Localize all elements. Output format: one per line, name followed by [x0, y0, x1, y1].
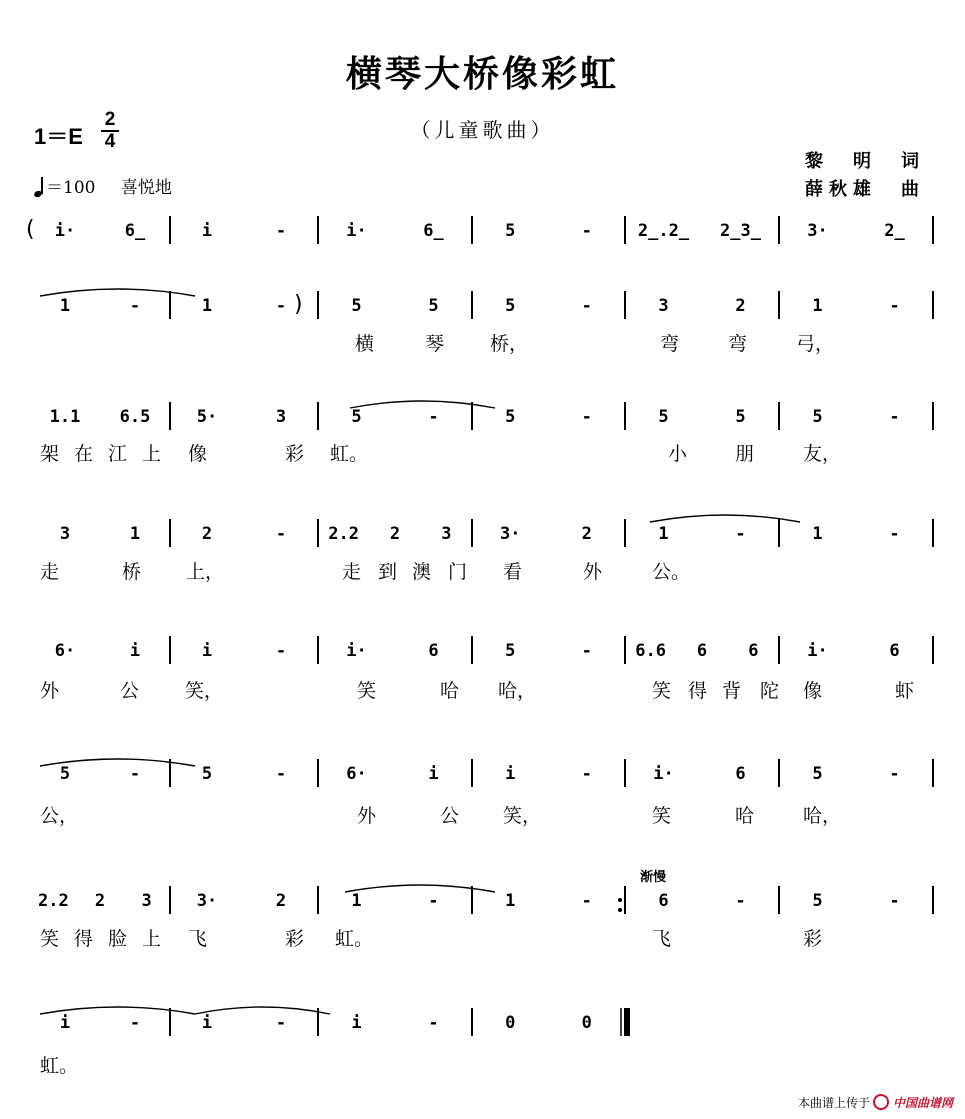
- note: 1: [505, 891, 516, 911]
- note: 6.5: [119, 407, 151, 427]
- lyric: 看: [503, 561, 523, 583]
- note: -: [581, 407, 592, 427]
- lyric: 笑: [357, 680, 377, 702]
- note: 6.6: [635, 641, 667, 661]
- note: -: [428, 891, 439, 911]
- note: -: [275, 764, 287, 784]
- lyric: 江: [108, 443, 128, 465]
- note: 0: [581, 1013, 592, 1033]
- lyric: 弯: [728, 333, 748, 355]
- lyric: 到: [378, 561, 398, 583]
- repeat-dot: [618, 898, 622, 902]
- note: 3: [441, 524, 452, 544]
- repeat-dot: [618, 908, 622, 912]
- lyric: 外: [357, 805, 377, 827]
- note: i·: [346, 221, 367, 241]
- lyric: 公。: [652, 561, 691, 583]
- note: 2: [735, 296, 746, 316]
- note: 5·: [196, 407, 218, 427]
- composer: 薛秋雄 曲: [805, 179, 925, 200]
- lyric: 虹。: [40, 1055, 79, 1077]
- note: i: [59, 1013, 71, 1033]
- note: 3: [658, 296, 669, 316]
- note: i·: [653, 764, 674, 784]
- lyric: 虾: [895, 680, 915, 702]
- note: 2: [389, 524, 401, 544]
- note: -: [735, 524, 746, 544]
- lyric: 公: [120, 680, 140, 702]
- lyric: 陀: [760, 680, 780, 702]
- note: -: [581, 221, 592, 241]
- lyric: 彩: [285, 928, 305, 950]
- note: -: [581, 891, 592, 911]
- note: -: [275, 296, 287, 316]
- lyric: 澳: [412, 561, 432, 583]
- note: 3: [275, 407, 287, 427]
- lyric: 公，: [40, 805, 79, 827]
- lyric: 哈，: [498, 680, 537, 702]
- note: 5: [658, 407, 669, 427]
- note: 3·: [196, 891, 218, 911]
- note: i: [505, 764, 516, 784]
- note: 5: [812, 407, 823, 427]
- note: 0: [505, 1013, 516, 1033]
- lyric: 架: [40, 443, 60, 465]
- song-title: 横琴大桥像彩虹: [345, 54, 619, 95]
- note: 6: [748, 641, 759, 661]
- key-signature: 1＝E: [34, 124, 83, 149]
- lyric: 公: [440, 805, 460, 827]
- note: 3: [141, 891, 152, 911]
- note: 1.1: [49, 407, 81, 427]
- lyric: 笑，: [185, 680, 224, 702]
- note: 2: [581, 524, 592, 544]
- note: 2: [94, 891, 106, 911]
- intro-open-paren: (: [26, 217, 35, 242]
- lyric: 横: [355, 333, 375, 355]
- time-denominator: 4: [104, 131, 116, 152]
- note: i·: [807, 641, 828, 661]
- tie: [350, 401, 495, 408]
- lyric: 笑: [40, 928, 60, 950]
- note: 3: [59, 524, 71, 544]
- lyric: 小: [668, 443, 688, 465]
- note: -: [129, 296, 141, 316]
- note: 5: [505, 221, 516, 241]
- note: 2.2: [328, 524, 360, 544]
- note: i·: [54, 221, 76, 241]
- note: i: [129, 641, 141, 661]
- lyric: 笑: [652, 680, 672, 702]
- note: i·: [346, 641, 367, 661]
- note: 5: [59, 764, 71, 784]
- lyric: 哈: [440, 680, 460, 702]
- note: 1: [59, 296, 71, 316]
- note: 3·: [807, 221, 828, 241]
- note: 6̲: [124, 221, 146, 241]
- lyric: 得: [74, 928, 94, 950]
- tie: [650, 515, 800, 522]
- note: 2̲.2̲: [637, 221, 690, 241]
- note: 1: [351, 891, 362, 911]
- note: -: [889, 407, 900, 427]
- intro-close-paren: ): [294, 292, 303, 317]
- lyricist: 黎 明 词: [805, 151, 925, 172]
- tempo-value: ＝100: [46, 178, 96, 198]
- site-logo-text: 中国曲谱网: [892, 1096, 953, 1110]
- note: i: [351, 1013, 362, 1033]
- note: -: [428, 407, 439, 427]
- note: 6: [696, 641, 708, 661]
- note: -: [129, 1013, 141, 1033]
- expression-marking: 喜悦地: [120, 178, 172, 198]
- note: 5: [812, 764, 823, 784]
- note: 5: [351, 296, 362, 316]
- note: i: [201, 221, 213, 241]
- note: 6: [428, 641, 439, 661]
- lyric: 外: [40, 680, 60, 702]
- note: 3·: [500, 524, 521, 544]
- lyric: 笑，: [503, 805, 542, 827]
- note: 2̲: [884, 221, 905, 241]
- note: 1: [812, 296, 823, 316]
- tie: [195, 1007, 330, 1014]
- lyric: 桥，: [490, 333, 529, 355]
- note: i: [201, 1013, 213, 1033]
- site-logo-icon: [873, 1094, 889, 1110]
- note: i: [428, 764, 439, 784]
- lyric: 虹。: [335, 928, 374, 950]
- footer-credit: [798, 1094, 953, 1111]
- note: 6̲: [423, 221, 444, 241]
- lyric: 背: [722, 680, 742, 702]
- note: -: [889, 891, 900, 911]
- note: 1: [812, 524, 823, 544]
- note: 1: [129, 524, 141, 544]
- note: -: [275, 1013, 287, 1033]
- note: -: [889, 524, 900, 544]
- note: i: [201, 641, 213, 661]
- lyric: 外: [583, 561, 603, 583]
- lyric: 飞: [188, 928, 208, 950]
- note: 2.2: [37, 891, 69, 911]
- lyric: 脸: [108, 928, 128, 950]
- lyric: 走: [342, 561, 362, 583]
- note: 1: [658, 524, 669, 544]
- lyric: 在: [74, 443, 94, 465]
- lyric: 朋: [735, 443, 755, 465]
- note: -: [129, 764, 141, 784]
- note: 6·: [346, 764, 367, 784]
- lyric: 弯: [660, 333, 680, 355]
- tempo-direction: 渐慢: [640, 870, 667, 885]
- lyric: 笑: [652, 805, 672, 827]
- note: -: [275, 524, 287, 544]
- lyric: 哈: [735, 805, 755, 827]
- note: 2̲3̲: [720, 221, 761, 241]
- lyric: 虹。: [330, 443, 369, 465]
- lyric: 走: [40, 561, 60, 583]
- lyric: 弓，: [796, 333, 835, 355]
- lyric: 上: [142, 928, 162, 950]
- note: 1: [201, 296, 213, 316]
- tie: [40, 289, 195, 296]
- note: 5: [505, 641, 516, 661]
- note: 5: [201, 764, 213, 784]
- lyric: 上，: [186, 561, 225, 583]
- note: 6: [658, 891, 669, 911]
- lyric: 琴: [425, 333, 445, 355]
- song-subtitle: （儿童歌曲）: [410, 118, 555, 142]
- time-numerator: 2: [104, 109, 116, 130]
- note: 5: [351, 407, 362, 427]
- footer-text: 本曲谱上传于: [797, 1096, 870, 1110]
- lyric: 像: [188, 443, 208, 465]
- note: 2: [275, 891, 287, 911]
- lyric: 得: [688, 680, 708, 702]
- note: -: [428, 1013, 439, 1033]
- note: 5: [428, 296, 439, 316]
- note: -: [581, 641, 592, 661]
- lyric: 彩: [285, 443, 305, 465]
- note: -: [275, 641, 287, 661]
- lyric: 友，: [803, 443, 842, 465]
- lyric: 像: [803, 680, 823, 702]
- lyric: 门: [448, 561, 468, 583]
- note: -: [275, 221, 287, 241]
- lyric: 桥: [122, 561, 142, 583]
- lyric: 上: [142, 443, 162, 465]
- note: 6: [889, 641, 900, 661]
- note: 5: [505, 407, 516, 427]
- note: -: [889, 296, 900, 316]
- lyric: 彩: [803, 928, 823, 950]
- note: 2: [201, 524, 213, 544]
- note: 5: [735, 407, 746, 427]
- note: 5: [812, 891, 823, 911]
- note: 6: [735, 764, 746, 784]
- note: 6·: [54, 641, 76, 661]
- note: -: [581, 764, 592, 784]
- note: -: [735, 891, 746, 911]
- lyric: 飞: [652, 928, 672, 950]
- note: -: [889, 764, 900, 784]
- note: 5: [505, 296, 516, 316]
- lyric: 哈，: [803, 805, 842, 827]
- note: -: [581, 296, 592, 316]
